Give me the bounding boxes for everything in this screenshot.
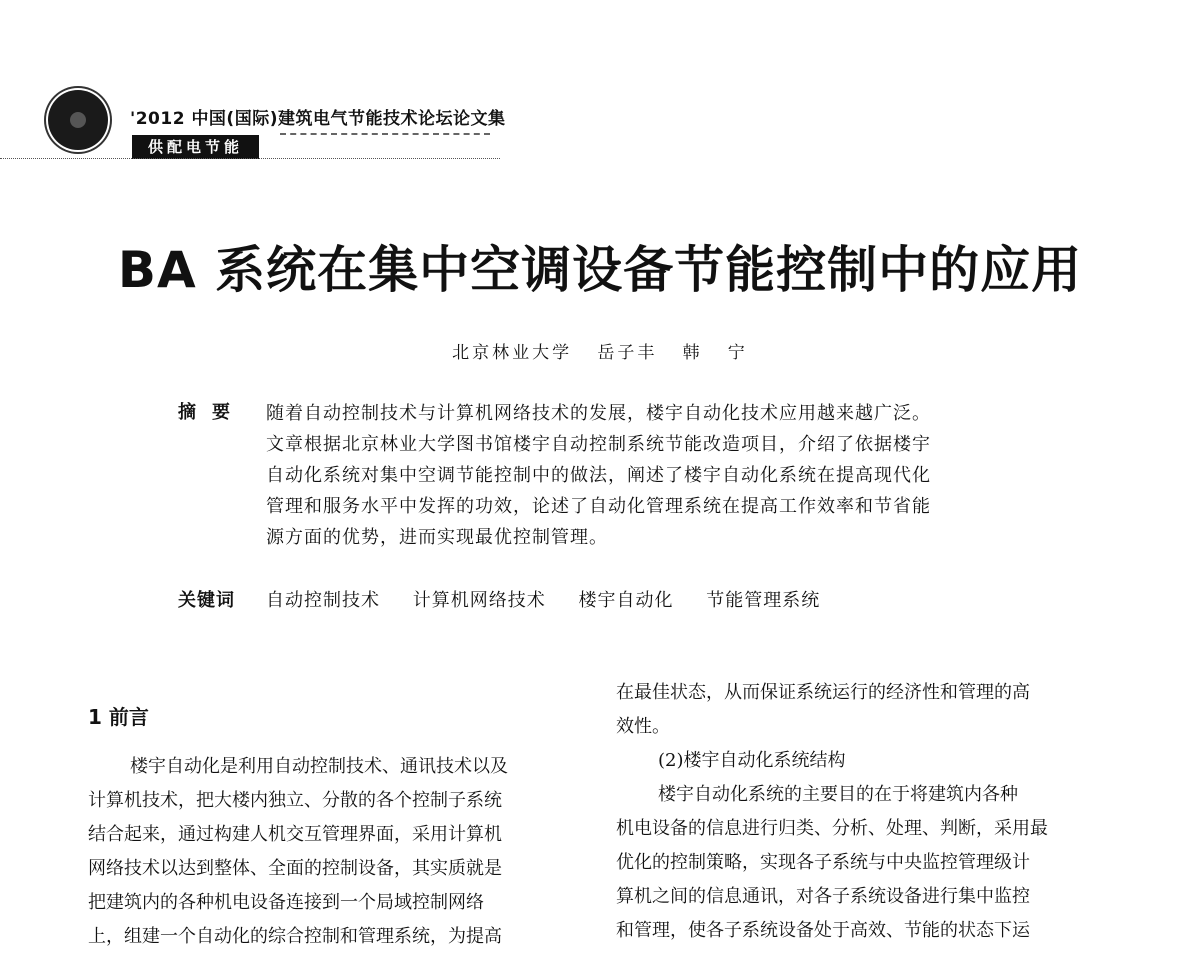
section-tag: 供配电节能	[132, 135, 259, 159]
header-rule	[0, 158, 500, 159]
abstract-line: 自动化系统对集中空调节能控制中的做法，阐述了楼宇自动化系统在提高现代化	[266, 465, 931, 486]
abstract-line: 管理和服务水平中发挥的功效，论述了自动化管理系统在提高工作效率和节省能	[266, 496, 931, 517]
body-line: 机电设备的信息进行归类、分析、处理、判断，采用最	[616, 818, 1048, 839]
abstract-line: 随着自动控制技术与计算机网络技术的发展，楼宇自动化技术应用越来越广泛。	[266, 403, 931, 424]
body-line: 算机之间的信息通讯，对各子系统设备进行集中监控	[616, 886, 1030, 907]
body-line: 效性。	[616, 716, 670, 737]
body-line: 上，组建一个自动化的综合控制和管理系统，为提高	[88, 926, 502, 947]
series-title: '2012 中国(国际)建筑电气节能技术论坛论文集	[130, 109, 506, 129]
paper-title: BA 系统在集中空调设备节能控制中的应用	[117, 241, 1083, 299]
keyword: 计算机网络技术	[412, 590, 546, 611]
abstract-body	[266, 398, 1016, 553]
header-dashed-rule	[280, 133, 490, 135]
keywords-list	[266, 586, 846, 612]
subsection-heading: (2)楼宇自动化系统结构	[658, 750, 846, 771]
section-heading: 1 前言	[88, 705, 149, 729]
body-line: 结合起来，通过构建人机交互管理界面，采用计算机	[88, 824, 502, 845]
body-line: 和管理，使各子系统设备处于高效、节能的状态下运	[616, 920, 1030, 941]
body-line: 在最佳状态，从而保证系统运行的经济性和管理的高	[616, 682, 1030, 703]
abstract-line: 源方面的优势，进而实现最优控制管理。	[266, 527, 608, 548]
keyword: 楼宇自动化	[578, 590, 674, 611]
abstract-line: 文章根据北京林业大学图书馆楼宇自动控制系统节能改造项目，介绍了依据楼宇	[266, 434, 931, 455]
body-left-column	[88, 700, 588, 954]
body-line: 楼宇自动化系统的主要目的在于将建筑内各种	[658, 784, 1018, 805]
body-right-column	[616, 676, 1116, 948]
keyword: 节能管理系统	[706, 590, 821, 611]
body-line: 计算机技术，把大楼内独立、分散的各个控制子系统	[88, 790, 502, 811]
paper-authors: 北京林业大学 岳子丰 韩 宁	[452, 343, 748, 363]
body-line: 优化的控制策略，实现各子系统与中央监控管理级计	[616, 852, 1030, 873]
conference-logo	[48, 90, 108, 150]
keywords-label: 关键词	[178, 590, 235, 611]
body-line: 网络技术以达到整体、全面的控制设备，其实质就是	[88, 858, 502, 879]
abstract-label: 摘要	[178, 402, 246, 423]
keyword: 自动控制技术	[266, 590, 380, 611]
body-line: 把建筑内的各种机电设备连接到一个局域控制网络	[88, 892, 484, 913]
body-line: 楼宇自动化是利用自动控制技术、通讯技术以及	[130, 756, 508, 777]
